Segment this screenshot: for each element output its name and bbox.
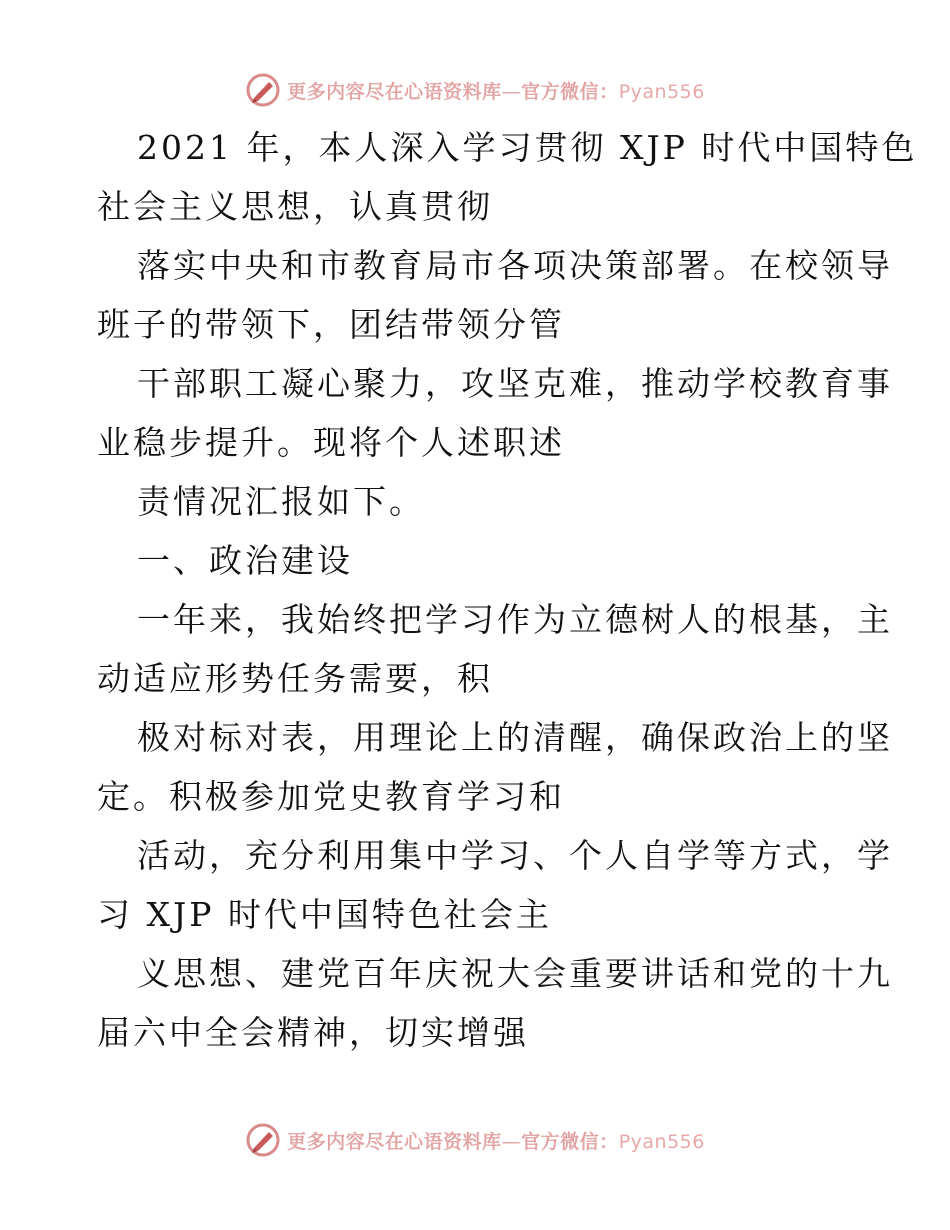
- text-line: 班子的带领下，团结带领分管: [97, 305, 565, 344]
- document-body: [97, 118, 918, 1062]
- text-line: 干部职工凝心聚力，攻坚克难，推动学校教育事: [137, 364, 893, 403]
- text-line: 落实中央和市教育局市各项决策部署。在校领导: [137, 246, 893, 285]
- text-line: 极对标对表，用理论上的清醒，确保政治上的坚: [137, 718, 893, 757]
- text-line: 活动，充分利用集中学习、个人自学等方式，学: [137, 836, 893, 875]
- text-line: 社会主义思想，认真贯彻: [97, 187, 493, 226]
- text-line: 义思想、建党百年庆祝大会重要讲话和党的十九: [137, 954, 893, 993]
- text-line: 责情况汇报如下。: [137, 482, 425, 521]
- text-line: 定。积极参加党史教育学习和: [97, 777, 565, 816]
- watermark-text: 更多内容尽在心语资料库—官方微信：Pyan556: [287, 80, 705, 103]
- text-line: 业稳步提升。现将个人述职述: [97, 423, 565, 462]
- watermark-text: 更多内容尽在心语资料库—官方微信：Pyan556: [287, 1130, 705, 1153]
- pen-logo-icon: [245, 72, 281, 108]
- text-line: 届六中全会精神，切实增强: [97, 1013, 529, 1052]
- section-heading: 一、政治建设: [137, 541, 353, 580]
- text-line: 动适应形势任务需要，积: [97, 659, 493, 698]
- text-line: 习 XJP 时代中国特色社会主: [97, 895, 552, 934]
- watermark-header: [0, 70, 950, 110]
- pen-logo-icon: [245, 1122, 281, 1158]
- watermark-footer: [0, 1120, 950, 1160]
- text-line: 2021 年，本人深入学习贯彻 XJP 时代中国特色: [137, 128, 918, 167]
- text-line: 一年来，我始终把学习作为立德树人的根基，主: [137, 600, 893, 639]
